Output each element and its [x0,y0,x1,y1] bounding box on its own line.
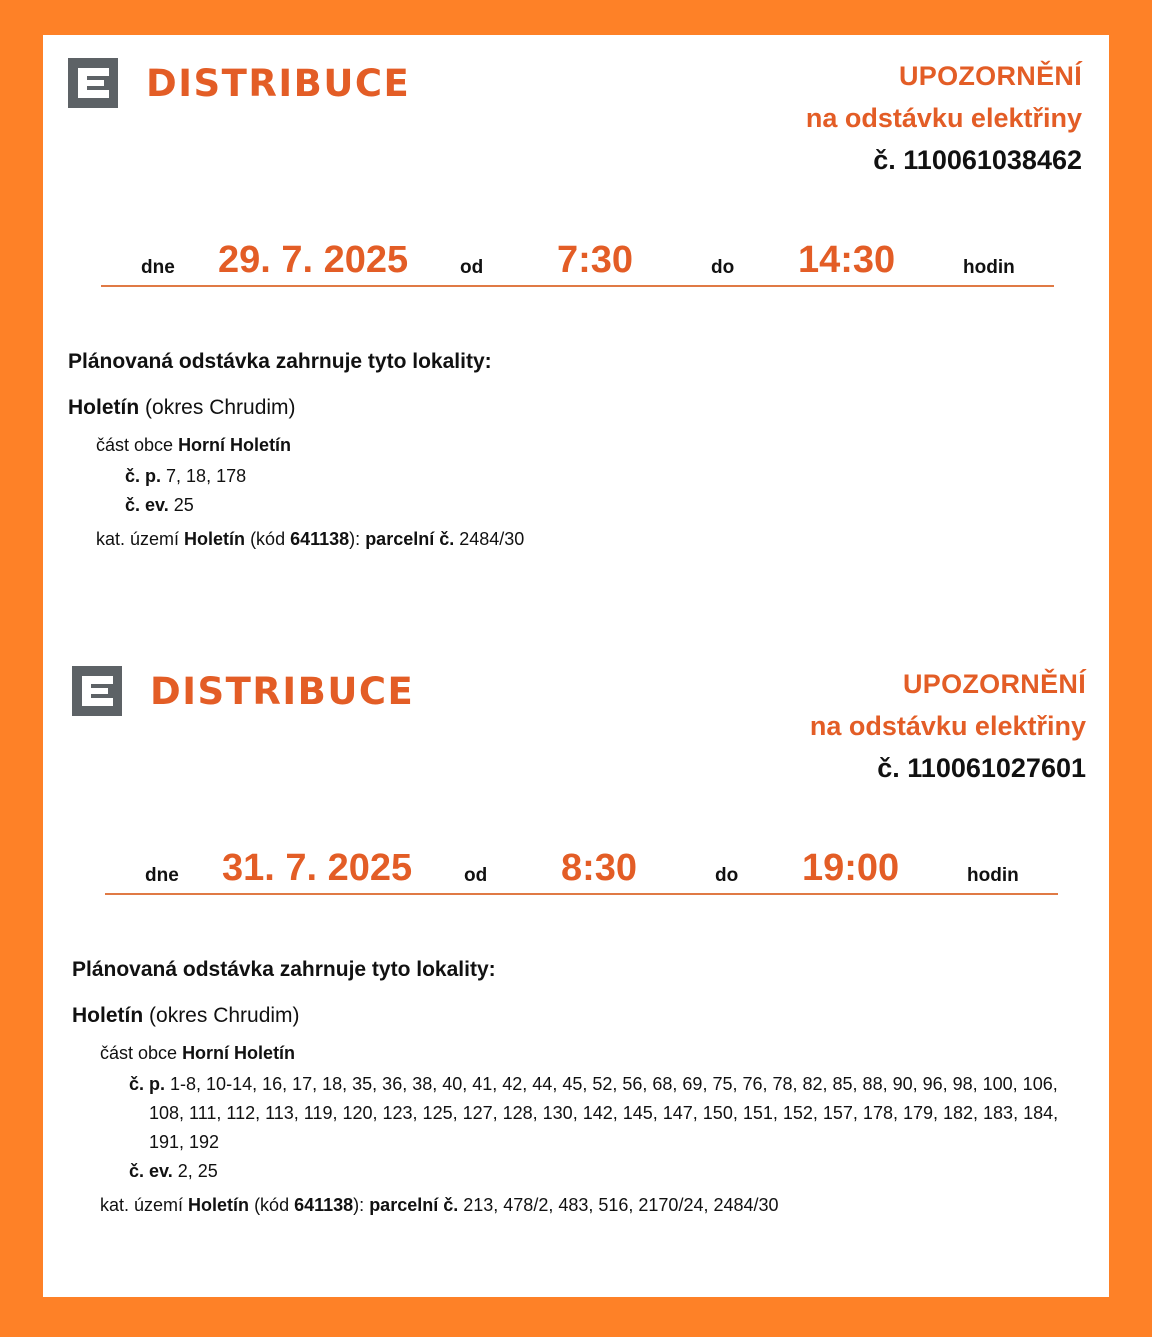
hours-label: hodin [967,865,1019,886]
district: (okres Chrudim) [145,396,296,419]
house-numbers [129,1070,1079,1157]
municipality-part [100,1040,1079,1066]
kod-label: (kód [254,1195,290,1215]
start-time: 7:30 [557,239,634,281]
from-label: od [464,865,488,886]
town-name: Holetín [68,396,140,419]
notice-title: UPOZORNĚNÍ [902,669,1086,699]
kod-value: 641138 [294,1195,354,1215]
part-label: část obce [100,1043,178,1063]
cez-e-logo-icon [72,666,122,716]
registration-numbers [125,491,524,520]
affected-locations [72,958,1079,1218]
outage-notice-2 [47,643,1113,1215]
cev-values: 25 [173,495,194,515]
kod-value: 641138 [290,529,350,549]
hours-label: hodin [963,257,1015,278]
notice-number: č. 110061027601 [877,753,1086,783]
date-label: dne [141,257,175,278]
outage-date: 29. 7. 2025 [218,239,409,281]
outage-notice-1 [43,35,1109,595]
part-label: část obce [96,435,174,455]
brand-logo [68,58,410,108]
date-label: dne [145,865,179,886]
cp-label: č. p. [125,466,162,486]
kat-name: Holetín [184,529,246,549]
cadastral-line [96,526,524,552]
town-name: Holetín [72,1004,144,1027]
parcel-values: 2484/30 [459,529,525,549]
kod-label: (kód [250,529,286,549]
notice-heading [810,663,1086,789]
district: (okres Chrudim) [149,1004,300,1027]
town-line [68,396,524,420]
cev-label: č. ev. [125,495,169,515]
cp-label: č. p. [129,1074,166,1094]
kat-name: Holetín [188,1195,250,1215]
outage-time-bar [101,233,1054,287]
registration-numbers [129,1157,1079,1186]
kod-close: ): [353,1195,365,1215]
notice-sheet [43,35,1109,1297]
cez-e-logo-icon [68,58,118,108]
cp-values: 7, 18, 178 [166,466,247,486]
notice-subtitle: na odstávku elektřiny [809,711,1086,741]
end-time: 19:00 [802,847,900,889]
notice-heading [806,55,1082,181]
affected-locations [68,350,524,552]
part-name: Horní Holetín [182,1043,296,1063]
municipality-part [96,432,524,458]
cp-values: 1-8, 10-14, 16, 17, 18, 35, 36, 38, 40, 41, 42, 44, 45, 52, 56, 68, 69, 75, 76, 78, 82, 85, 88, 90, 96, 98, 100, 106, 108, 111, 112, 113, 119, 120, 123, 125, 127, 128, 130, 142, 145, 147, 150, 151, 152, 157, 178, 179, 182, 183, 184, 191, 192 [149,1074,1059,1152]
town-line [72,1004,1079,1028]
parcel-values: 213, 478/2, 483, 516, 2170/24, 2484/30 [463,1195,779,1215]
cadastral-line [100,1192,1079,1218]
locations-title: Plánovaná odstávka zahrnuje tyto lokality: [68,350,492,373]
kod-close: ): [349,529,361,549]
outage-date: 31. 7. 2025 [222,847,413,889]
notice-title: UPOZORNĚNÍ [898,61,1082,91]
parcel-label: parcelní č. [369,1195,459,1215]
end-time: 14:30 [798,239,896,281]
house-numbers [125,462,524,491]
notice-number: č. 110061038462 [873,145,1082,175]
kat-label: kat. území [100,1195,184,1215]
kat-label: kat. území [96,529,180,549]
from-label: od [460,257,484,278]
outage-time-bar [105,841,1058,895]
parcel-label: parcelní č. [365,529,455,549]
cev-label: č. ev. [129,1161,173,1181]
notice-subtitle: na odstávku elektřiny [805,103,1082,133]
brand-name: DISTRIBUCE [150,669,415,713]
start-time: 8:30 [561,847,638,889]
locations-title: Plánovaná odstávka zahrnuje tyto lokality: [72,958,496,981]
to-label: do [711,257,735,278]
brand-name: DISTRIBUCE [146,61,411,105]
to-label: do [715,865,739,886]
part-name: Horní Holetín [178,435,292,455]
brand-logo [72,666,414,716]
cev-values: 2, 25 [177,1161,218,1181]
